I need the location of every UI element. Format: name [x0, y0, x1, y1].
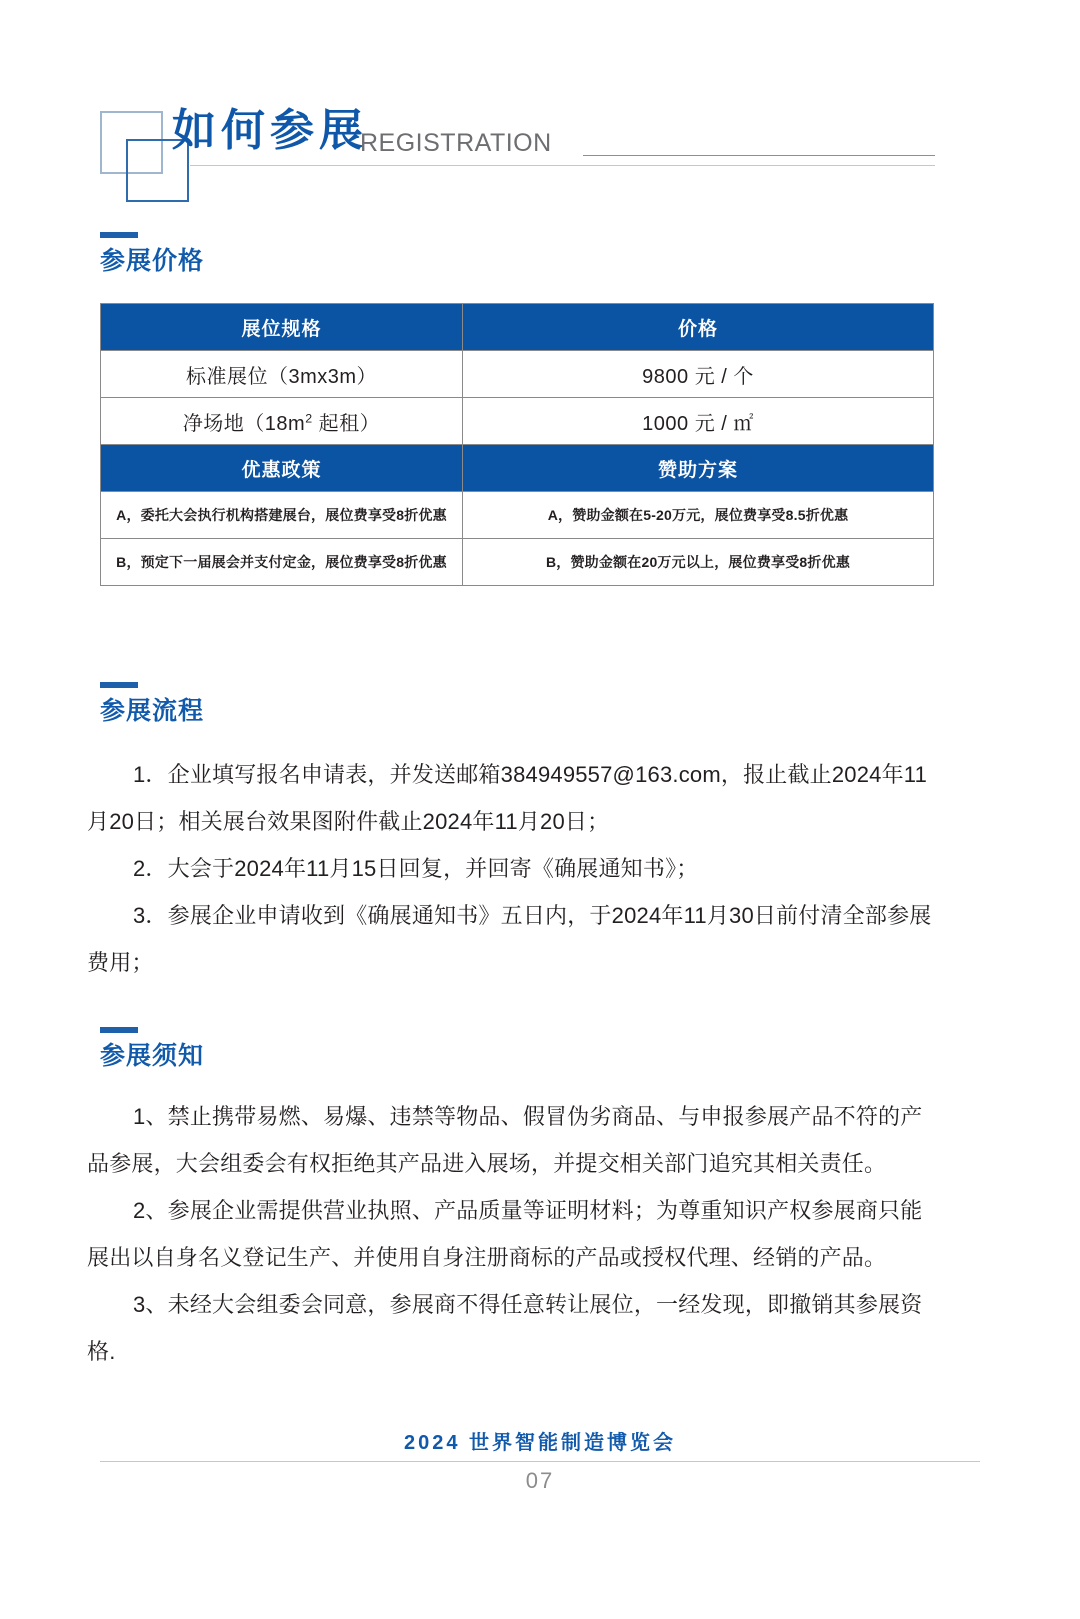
table-cell-sponsorship-a: A，赞助金额在5-20万元，展位费享受8.5折优惠 — [463, 492, 934, 539]
table-cell-standard-booth-price: 9800 元 / 个 — [463, 351, 934, 398]
page-number: 07 — [525, 1468, 555, 1493]
table-row — [101, 492, 934, 539]
table-row — [101, 539, 934, 586]
raw-space-text-pre: 净场地（18m — [182, 412, 306, 435]
page-header — [0, 0, 1080, 205]
table-cell-raw-space-price: 1000 元 / ㎡ — [463, 398, 934, 445]
header-underline-long — [190, 165, 935, 166]
process-item-2: 2．大会于2024年11月15日回复，并回寄《确展通知书》； — [133, 856, 699, 881]
section-accent-bar — [100, 1027, 138, 1033]
table-row-header-policy — [101, 445, 934, 492]
footer-divider — [100, 1461, 980, 1462]
section-title-notice: 参展须知 — [100, 1042, 205, 1070]
process-item-3: 3．参展企业申请收到《确展通知书》五日内，于2024年11月30日前付清全部参展费用； — [87, 903, 932, 975]
table-cell-standard-booth: 标准展位（3mx3m） — [101, 351, 463, 398]
section-title-process: 参展流程 — [100, 697, 205, 725]
page-title-english: REGISTRATION — [360, 129, 552, 157]
table-header-price: 价格 — [463, 304, 934, 351]
table-row-header-spec — [101, 304, 934, 351]
table-cell-discount-b: B，预定下一届展会并支付定金，展位费享受8折优惠 — [101, 539, 463, 586]
price-table — [100, 303, 934, 586]
table-header-discount-policy: 优惠政策 — [101, 445, 463, 492]
notice-item-1: 1、禁止携带易燃、易爆、违禁等物品、假冒伪劣商品、与申报参展产品不符的产品参展，大会组委会有权拒绝其产品进入展场，并提交相关部门追究其相关责任。 — [87, 1104, 923, 1176]
table-header-sponsorship-plan: 赞助方案 — [463, 445, 934, 492]
section-title-price: 参展价格 — [100, 247, 205, 275]
process-item-1: 1．企业填写报名申请表，并发送邮箱384949557@163.com，报止截止2024年11月20日；相关展台效果图附件截止2024年11月20日； — [87, 762, 928, 834]
table-row — [101, 351, 934, 398]
process-body — [87, 751, 939, 986]
footer-event-title: 2024 世界智能制造博览会 — [403, 1432, 677, 1454]
table-cell-discount-a: A，委托大会执行机构搭建展台，展位费享受8折优惠 — [101, 492, 463, 539]
section-heading-process — [100, 682, 204, 726]
notice-body — [87, 1093, 939, 1375]
section-accent-bar — [100, 232, 138, 238]
section-heading-price — [100, 232, 204, 276]
table-cell-raw-space — [101, 398, 463, 445]
notice-item-2: 2、参展企业需提供营业执照、产品质量等证明材料；为尊重知识产权参展商只能展出以自身名义登记生产、并使用自身注册商标的产品或授权代理、经销的产品。 — [87, 1198, 923, 1270]
table-cell-sponsorship-b: B，赞助金额在20万元以上，展位费享受8折优惠 — [463, 539, 934, 586]
notice-item-3: 3、未经大会组委会同意，参展商不得任意转让展位，一经发现，即撤销其参展资格. — [87, 1292, 923, 1364]
raw-space-text-post: 起租） — [312, 412, 381, 435]
header-underline-short — [583, 155, 935, 156]
section-heading-notice — [100, 1027, 204, 1071]
section-accent-bar — [100, 682, 138, 688]
table-row — [101, 398, 934, 445]
raw-space-superscript: 2 — [305, 410, 313, 425]
table-header-booth-spec: 展位规格 — [101, 304, 463, 351]
page-footer — [0, 1430, 1080, 1456]
page-title-chinese: 如何参展 — [172, 106, 368, 155]
